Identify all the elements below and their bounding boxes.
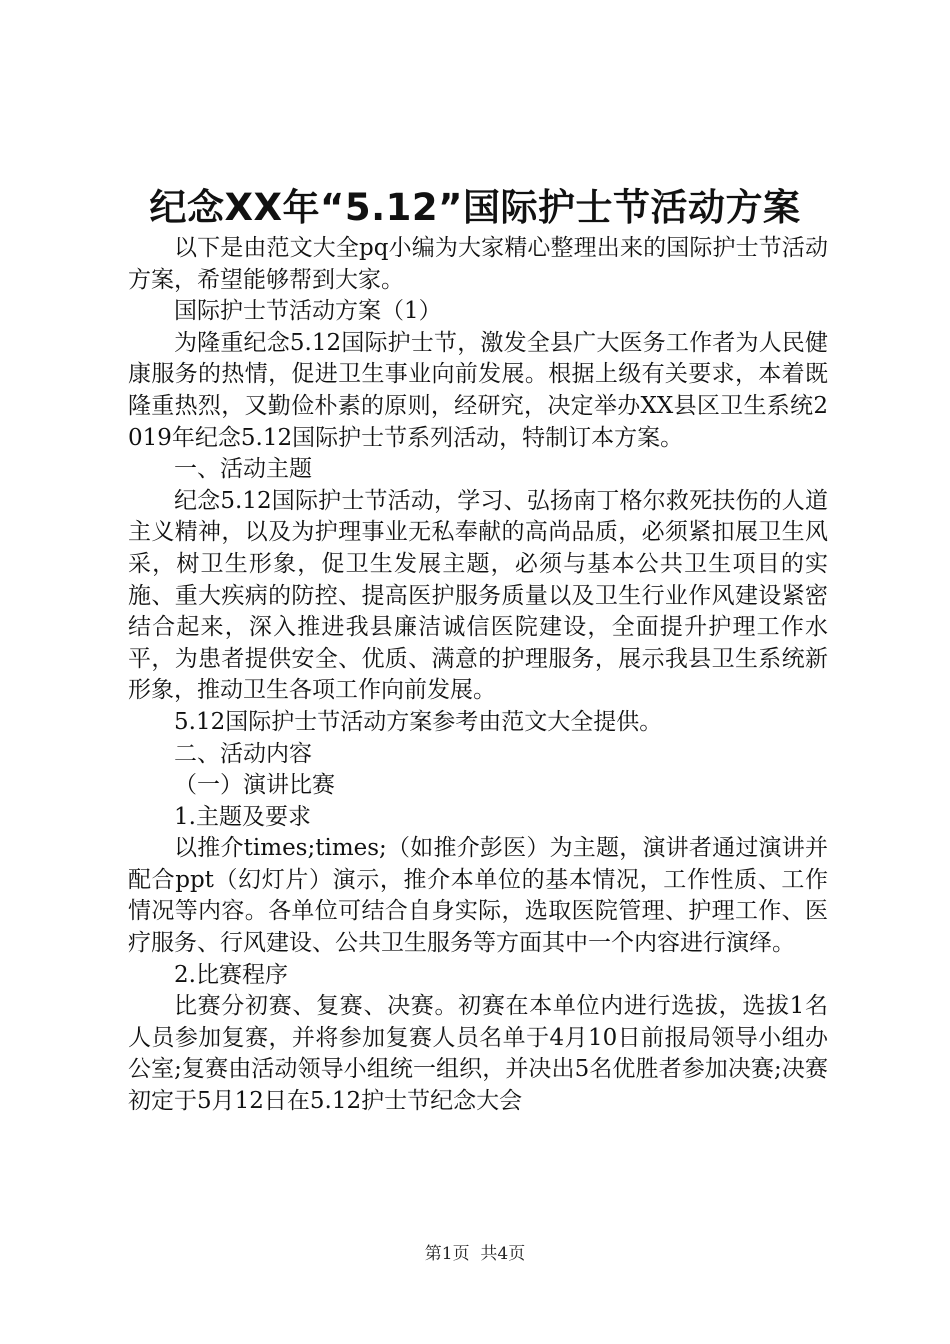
page-number: 第1页 [424,1244,470,1264]
paragraph-theme: 纪念5.12国际护士节活动，学习、弘扬南丁格尔救死扶伤的人道主义精神，以及为护理事业无私奉献的高尚品质，必须紧扣展卫生风采，树卫生形象，促卫生发展主题，必须与基本公共卫生项目的实施、重大疾病的防控、提高医护服务质量以及卫生行业作风建设紧密结合起来，深入推进我县廉洁诚信医院建设，全面提升护理工作水平，为患者提供安全、优质、满意的护理服务，展示我县卫生系统新形象，推动卫生各项工作向前发展。 [128,487,828,704]
page-total: 共4页 [480,1244,526,1264]
item-heading-requirements: 1.主题及要求 [174,803,311,830]
subsection-heading-speech: （一）演讲比赛 [174,772,335,799]
page-footer [0,1242,950,1266]
document-body [128,233,828,1118]
section-heading-theme: 一、活动主题 [174,456,312,483]
paragraph-source-note: 5.12国际护士节活动方案参考由范文大全提供。 [174,708,663,735]
paragraph-plan-heading: 国际护士节活动方案（1） [174,298,442,325]
paragraph-intro: 以下是由范文大全pq小编为大家精心整理出来的国际护士节活动方案，希望能够帮到大家。 [128,235,828,293]
paragraph-purpose: 为隆重纪念5.12国际护士节，激发全县广大医务工作者为人民健康服务的热情，促进卫生事业向前发展。根据上级有关要求，本着既隆重热烈，又勤俭朴素的原则，经研究，决定举办XX县区卫生系统2019年纪念5.12国际护士节系列活动，特制订本方案。 [128,329,828,451]
section-heading-content: 二、活动内容 [174,740,312,767]
item-heading-procedure: 2.比赛程序 [174,961,288,988]
paragraph-procedure: 比赛分初赛、复赛、决赛。初赛在本单位内进行选拔，选拔1名人员参加复赛，并将参加复赛人员名单于4月10日前报局领导小组办公室;复赛由活动领导小组统一组织，并决出5名优胜者参加决赛;决赛初定于5月12日在5.12护士节纪念大会 [128,993,828,1115]
paragraph-requirements: 以推介times;times;（如推介彭医）为主题，演讲者通过演讲并配合ppt（幻灯片）演示，推介本单位的基本情况，工作性质、工作情况等内容。各单位可结合自身实际，选取医院管理、护理工作、医疗服务、行风建设、公共卫生服务等方面其中一个内容进行演绎。 [128,835,828,957]
document-title: 纪念XX年“5.12”国际护士节活动方案 [149,186,801,229]
